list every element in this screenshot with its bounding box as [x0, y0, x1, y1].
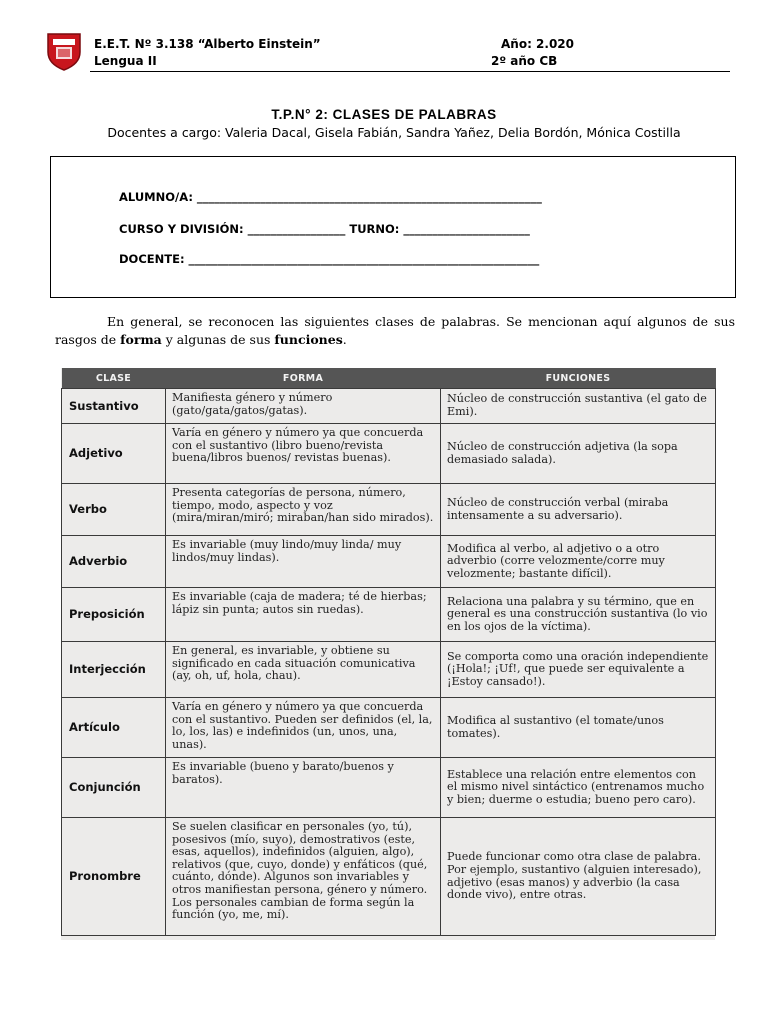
word-classes-table-image [61, 368, 715, 940]
header-funciones: FUNCIONES [441, 368, 716, 389]
row-funcion: Relaciona una palabra y su término, que en general es una construcción sustantiva (lo vio en los ojos de la víctima). [441, 588, 716, 642]
table-row [62, 536, 716, 588]
row-clase: Adjetivo [62, 424, 166, 484]
intro-text-3: . [342, 332, 347, 347]
row-clase: Preposición [62, 588, 166, 642]
row-forma: Varía en género y número ya que concuerda con el sustantivo. Pueden ser definidos (el, la, lo, los, las) e indefinidos (un, unos, una, unas). [166, 698, 441, 758]
row-clase: Pronombre [62, 818, 166, 936]
word-classes-table [61, 368, 716, 936]
table-row [62, 818, 716, 936]
row-funcion: Establece una relación entre elementos con el mismo nivel sintáctico (entrenamos mucho y bien; duerme o estudia; bueno pero caro). [441, 758, 716, 818]
header-clase: CLASE [62, 368, 166, 389]
row-clase: Interjección [62, 642, 166, 698]
table-row [62, 389, 716, 424]
row-funcion: Modifica al verbo, al adjetivo o a otro adverbio (corre velozmente/corre muy velozmente; bastante difícil). [441, 536, 716, 588]
intro-paragraph [55, 313, 735, 349]
year-label: Año: 2.020 [501, 37, 575, 51]
row-funcion: Modifica al sustantivo (el tomate/unos tomates). [441, 698, 716, 758]
student-info-box [50, 156, 736, 298]
row-clase: Artículo [62, 698, 166, 758]
page-title: T.P.N° 2: CLASES DE PALABRAS [271, 107, 497, 122]
school-shield-logo [44, 30, 84, 72]
row-funcion: Puede funcionar como otra clase de palabra. Por ejemplo, sustantivo (alguien interesado), adjetivo (esas manos) y adverbio (la casa donde vivo), entre otras. [441, 818, 716, 936]
table-row [62, 588, 716, 642]
row-forma: Manifiesta género y número (gato/gata/gatos/gatas). [166, 389, 441, 424]
table-row [62, 698, 716, 758]
course-label: 2º año CB [491, 54, 558, 68]
teachers-line: Docentes a cargo: Valeria Dacal, Gisela Fabián, Sandra Yañez, Delia Bordón, Mónica Costilla [107, 125, 681, 140]
header-forma: FORMA [166, 368, 441, 389]
row-forma: Se suelen clasificar en personales (yo, tú), posesivos (mío, suyo), demostrativos (este, esas, aquellos), indefinidos (alguien, algo), relativos (que, cuyo, donde) y enfáticos (qué, cuánto, dónde). Algunos son invariables y otros manifiestan persona, género y número. Los personales cambian de forma según la función (yo, me, mí). [166, 818, 441, 936]
row-funcion: Núcleo de construcción verbal (miraba intensamente a su adversario). [441, 484, 716, 536]
alumno-field: ALUMNO/A: ____________________________________________________________ [119, 190, 542, 204]
row-funcion: Núcleo de construcción sustantiva (el gato de Emi). [441, 389, 716, 424]
row-forma: Es invariable (bueno y barato/buenos y baratos). [166, 758, 441, 818]
table-row [62, 424, 716, 484]
row-forma: En general, es invariable, y obtiene su significado en cada situación comunicativa (ay, oh, uf, hola, chau). [166, 642, 441, 698]
row-forma: Es invariable (caja de madera; té de hierbas; lápiz sin punta; autos sin ruedas). [166, 588, 441, 642]
table-row [62, 642, 716, 698]
row-forma: Varía en género y número ya que concuerda con el sustantivo (libro bueno/revista buena/libros buenos/ revistas buenas). [166, 424, 441, 484]
row-funcion: Se comporta como una oración independiente (¡Hola!; ¡Uf!, que puede ser equivalente a ¡Estoy cansado!). [441, 642, 716, 698]
row-forma: Presenta categorías de persona, número, tiempo, modo, aspecto y voz (mira/miran/miró; miraban/han sido mirados). [166, 484, 441, 536]
intro-bold-forma: forma [120, 332, 162, 347]
intro-text-2: y algunas de sus [161, 332, 275, 347]
intro-bold-funciones: funciones [274, 332, 343, 347]
school-name: E.E.T. Nº 3.138 “Alberto Einstein” [94, 37, 321, 51]
header-divider [90, 71, 730, 72]
row-forma: Es invariable (muy lindo/muy linda/ muy lindos/muy lindas). [166, 536, 441, 588]
table-header-row [62, 368, 716, 389]
row-clase: Verbo [62, 484, 166, 536]
row-clase: Sustantivo [62, 389, 166, 424]
row-funcion: Núcleo de construcción adjetiva (la sopa demasiado salada). [441, 424, 716, 484]
docente-field: DOCENTE: _____________________________________________________________ [119, 252, 540, 266]
table-row [62, 484, 716, 536]
table-row [62, 758, 716, 818]
subject-name: Lengua II [94, 54, 157, 68]
row-clase: Conjunción [62, 758, 166, 818]
intro-text-1: En general, se reconocen las siguientes clases de palabras. Se mencionan aquí algunos de sus rasgos de [55, 314, 735, 347]
curso-turno-field: CURSO Y DIVISIÓN: _________________ TURNO: ______________________ [119, 222, 530, 236]
row-clase: Adverbio [62, 536, 166, 588]
